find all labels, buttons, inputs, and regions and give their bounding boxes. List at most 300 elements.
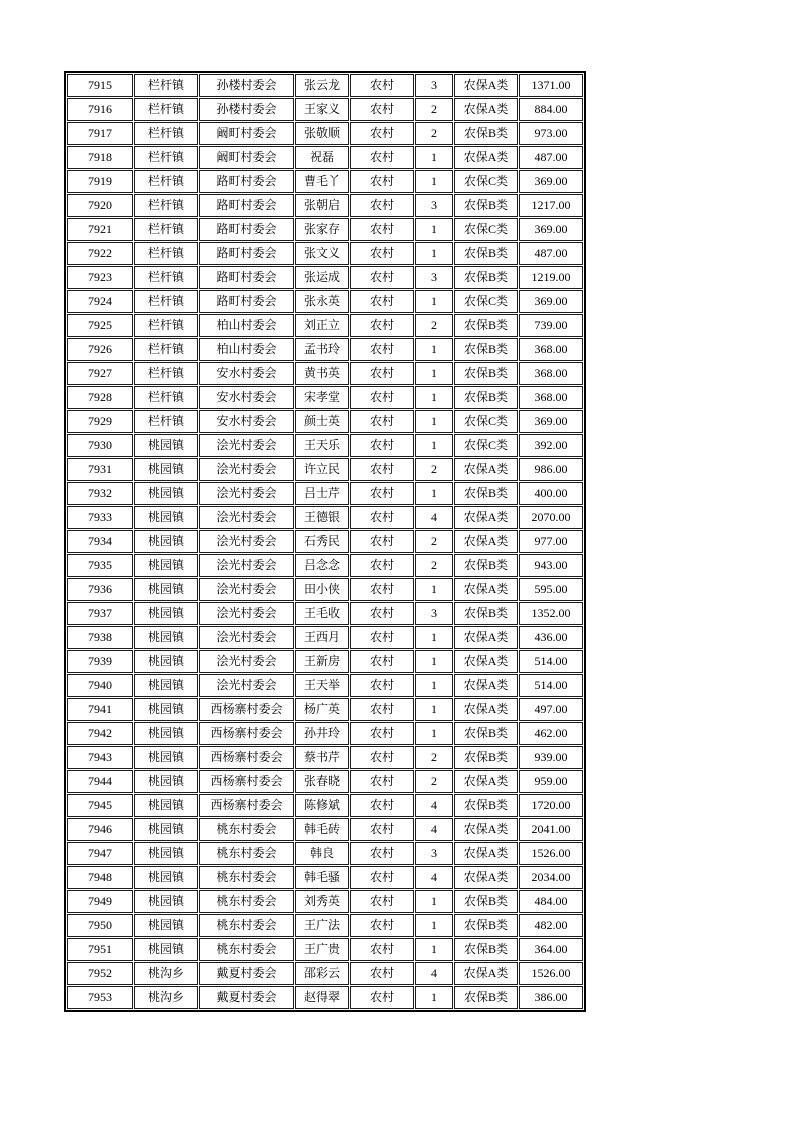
table-cell: 497.00: [519, 698, 583, 721]
table-cell: 张春晓: [295, 770, 349, 793]
table-cell: 农村: [350, 506, 414, 529]
table-cell: 桃园镇: [134, 602, 198, 625]
table-cell: 韩毛砖: [295, 818, 349, 841]
table-cell: 柏山村委会: [199, 314, 294, 337]
table-cell: 栏杆镇: [134, 98, 198, 121]
table-cell: 张云龙: [295, 74, 349, 97]
table-row: [67, 122, 583, 145]
table-cell: 栏杆镇: [134, 338, 198, 361]
table-cell: 1: [415, 386, 453, 409]
table-cell: 4: [415, 962, 453, 985]
table-cell: 939.00: [519, 746, 583, 769]
table-cell: 农村: [350, 458, 414, 481]
table-cell: 2: [415, 770, 453, 793]
table-cell: 农保C类: [454, 218, 518, 241]
table-cell: 王新房: [295, 650, 349, 673]
table-cell: 977.00: [519, 530, 583, 553]
table-cell: 农村: [350, 602, 414, 625]
table-cell: 农村: [350, 866, 414, 889]
table-row: [67, 866, 583, 889]
table-cell: 农村: [350, 722, 414, 745]
table-cell: 2: [415, 98, 453, 121]
table-row: [67, 890, 583, 913]
table-cell: 石秀民: [295, 530, 349, 553]
table-cell: 7952: [67, 962, 133, 985]
table-row: [67, 458, 583, 481]
table-cell: 农保A类: [454, 98, 518, 121]
table-cell: 农保B类: [454, 914, 518, 937]
table-cell: 农保C类: [454, 434, 518, 457]
table-cell: 农村: [350, 218, 414, 241]
table-cell: 农保B类: [454, 794, 518, 817]
table-row: [67, 722, 583, 745]
table-cell: 7938: [67, 626, 133, 649]
table-cell: 桃园镇: [134, 914, 198, 937]
table-cell: 桃园镇: [134, 458, 198, 481]
table-cell: 392.00: [519, 434, 583, 457]
table-cell: 王天乐: [295, 434, 349, 457]
table-cell: 浍光村委会: [199, 674, 294, 697]
table-cell: 农保C类: [454, 410, 518, 433]
table-cell: 368.00: [519, 386, 583, 409]
table-cell: 韩毛骚: [295, 866, 349, 889]
table-cell: 桃园镇: [134, 746, 198, 769]
table-cell: 阚町村委会: [199, 122, 294, 145]
table-cell: 1: [415, 170, 453, 193]
table-cell: 7950: [67, 914, 133, 937]
table-cell: 7949: [67, 890, 133, 913]
table-cell: 1: [415, 578, 453, 601]
table-cell: 农保B类: [454, 386, 518, 409]
table-cell: 栏杆镇: [134, 266, 198, 289]
table-row: [67, 266, 583, 289]
table-cell: 吕念念: [295, 554, 349, 577]
table-cell: 1: [415, 650, 453, 673]
table-cell: 农保B类: [454, 986, 518, 1009]
table-cell: 7926: [67, 338, 133, 361]
table-cell: 农保B类: [454, 338, 518, 361]
table-cell: 739.00: [519, 314, 583, 337]
table-row: [67, 362, 583, 385]
table-cell: 1: [415, 410, 453, 433]
table-cell: 2034.00: [519, 866, 583, 889]
table-cell: 孙井玲: [295, 722, 349, 745]
table-row: [67, 338, 583, 361]
table-cell: 张文义: [295, 242, 349, 265]
table-cell: 浍光村委会: [199, 506, 294, 529]
table-cell: 1: [415, 914, 453, 937]
table-cell: 吕士芹: [295, 482, 349, 505]
table-cell: 农村: [350, 794, 414, 817]
table-cell: 戴夏村委会: [199, 986, 294, 1009]
table-cell: 1: [415, 218, 453, 241]
table-row: [67, 626, 583, 649]
table-cell: 7945: [67, 794, 133, 817]
table-cell: 农村: [350, 986, 414, 1009]
table-cell: 514.00: [519, 650, 583, 673]
table-cell: 2041.00: [519, 818, 583, 841]
table-cell: 西杨寨村委会: [199, 722, 294, 745]
table-cell: 农村: [350, 146, 414, 169]
table-cell: 农村: [350, 650, 414, 673]
table-cell: 1217.00: [519, 194, 583, 217]
table-cell: 农保A类: [454, 578, 518, 601]
table-cell: 943.00: [519, 554, 583, 577]
table-cell: 安水村委会: [199, 386, 294, 409]
table-cell: 农村: [350, 530, 414, 553]
table-row: [67, 98, 583, 121]
table-row: [67, 170, 583, 193]
table-cell: 田小侠: [295, 578, 349, 601]
table-cell: 浍光村委会: [199, 650, 294, 673]
table-row: [67, 842, 583, 865]
table-cell: 1: [415, 146, 453, 169]
table-cell: 栏杆镇: [134, 146, 198, 169]
subsidy-table-body: [67, 74, 583, 1009]
table-cell: 许立民: [295, 458, 349, 481]
table-cell: 农保A类: [454, 698, 518, 721]
table-row: [67, 290, 583, 313]
table-cell: 7939: [67, 650, 133, 673]
table-cell: 7930: [67, 434, 133, 457]
table-cell: 7922: [67, 242, 133, 265]
table-cell: 桃东村委会: [199, 866, 294, 889]
table-cell: 1: [415, 986, 453, 1009]
table-cell: 西杨寨村委会: [199, 794, 294, 817]
table-cell: 1: [415, 338, 453, 361]
table-cell: 7925: [67, 314, 133, 337]
table-cell: 农保B类: [454, 890, 518, 913]
table-cell: 祝磊: [295, 146, 349, 169]
table-cell: 7918: [67, 146, 133, 169]
table-row: [67, 530, 583, 553]
table-cell: 3: [415, 842, 453, 865]
table-cell: 1: [415, 938, 453, 961]
table-cell: 王德银: [295, 506, 349, 529]
table-cell: 农保A类: [454, 626, 518, 649]
table-cell: 1: [415, 722, 453, 745]
table-cell: 487.00: [519, 146, 583, 169]
table-cell: 农村: [350, 770, 414, 793]
table-cell: 484.00: [519, 890, 583, 913]
table-cell: 7935: [67, 554, 133, 577]
table-cell: 孟书玲: [295, 338, 349, 361]
table-cell: 农村: [350, 674, 414, 697]
table-cell: 1371.00: [519, 74, 583, 97]
table-cell: 王西月: [295, 626, 349, 649]
table-cell: 栏杆镇: [134, 218, 198, 241]
table-cell: 7934: [67, 530, 133, 553]
table-cell: 张运成: [295, 266, 349, 289]
table-row: [67, 434, 583, 457]
table-cell: 栏杆镇: [134, 170, 198, 193]
table-cell: 1: [415, 674, 453, 697]
table-cell: 514.00: [519, 674, 583, 697]
table-cell: 农村: [350, 170, 414, 193]
table-cell: 1219.00: [519, 266, 583, 289]
table-cell: 浍光村委会: [199, 554, 294, 577]
table-cell: 栏杆镇: [134, 386, 198, 409]
table-cell: 邵彩云: [295, 962, 349, 985]
table-cell: 4: [415, 506, 453, 529]
table-cell: 368.00: [519, 362, 583, 385]
table-cell: 884.00: [519, 98, 583, 121]
table-row: [67, 578, 583, 601]
table-cell: 桃园镇: [134, 578, 198, 601]
table-cell: 农保A类: [454, 818, 518, 841]
table-cell: 农保A类: [454, 146, 518, 169]
table-cell: 浍光村委会: [199, 626, 294, 649]
table-cell: 农保A类: [454, 842, 518, 865]
table-cell: 农村: [350, 242, 414, 265]
table-cell: 柏山村委会: [199, 338, 294, 361]
table-cell: 农保B类: [454, 746, 518, 769]
table-cell: 桃园镇: [134, 506, 198, 529]
table-cell: 蔡书芹: [295, 746, 349, 769]
table-cell: 986.00: [519, 458, 583, 481]
table-cell: 7932: [67, 482, 133, 505]
table-cell: 桃园镇: [134, 794, 198, 817]
table-cell: 1: [415, 362, 453, 385]
table-cell: 农村: [350, 266, 414, 289]
table-cell: 农村: [350, 914, 414, 937]
table-cell: 张敬顺: [295, 122, 349, 145]
table-cell: 桃东村委会: [199, 842, 294, 865]
table-cell: 路町村委会: [199, 242, 294, 265]
table-cell: 桃园镇: [134, 722, 198, 745]
table-cell: 农保A类: [454, 530, 518, 553]
table-row: [67, 914, 583, 937]
table-cell: 西杨寨村委会: [199, 698, 294, 721]
table-row: [67, 146, 583, 169]
table-cell: 浍光村委会: [199, 458, 294, 481]
table-cell: 农保B类: [454, 482, 518, 505]
table-cell: 1: [415, 290, 453, 313]
table-cell: 农村: [350, 698, 414, 721]
table-row: [67, 386, 583, 409]
table-cell: 3: [415, 74, 453, 97]
table-cell: 农村: [350, 362, 414, 385]
table-row: [67, 410, 583, 433]
table-cell: 农保B类: [454, 242, 518, 265]
table-cell: 农村: [350, 386, 414, 409]
table-cell: 农保B类: [454, 362, 518, 385]
table-cell: 农保B类: [454, 194, 518, 217]
table-cell: 369.00: [519, 410, 583, 433]
table-cell: 桃园镇: [134, 698, 198, 721]
table-cell: 农保A类: [454, 962, 518, 985]
table-cell: 桃园镇: [134, 482, 198, 505]
table-row: [67, 194, 583, 217]
table-cell: 7947: [67, 842, 133, 865]
table-cell: 农保B类: [454, 938, 518, 961]
table-row: [67, 554, 583, 577]
table-cell: 2: [415, 458, 453, 481]
table-cell: 农村: [350, 98, 414, 121]
table-cell: 刘秀英: [295, 890, 349, 913]
table-cell: 黄书英: [295, 362, 349, 385]
table-cell: 路町村委会: [199, 266, 294, 289]
table-cell: 桃园镇: [134, 842, 198, 865]
table-cell: 农保A类: [454, 770, 518, 793]
table-cell: 路町村委会: [199, 170, 294, 193]
table-cell: 7937: [67, 602, 133, 625]
table-cell: 7941: [67, 698, 133, 721]
table-row: [67, 602, 583, 625]
table-cell: 张永英: [295, 290, 349, 313]
table-cell: 7944: [67, 770, 133, 793]
table-cell: 1: [415, 482, 453, 505]
table-cell: 桃园镇: [134, 818, 198, 841]
table-cell: 桃沟乡: [134, 962, 198, 985]
table-cell: 桃园镇: [134, 626, 198, 649]
table-cell: 364.00: [519, 938, 583, 961]
table-cell: 农村: [350, 314, 414, 337]
table-cell: 农保A类: [454, 506, 518, 529]
table-cell: 2: [415, 530, 453, 553]
table-cell: 农村: [350, 122, 414, 145]
table-cell: 农保C类: [454, 170, 518, 193]
table-cell: 7921: [67, 218, 133, 241]
table-cell: 栏杆镇: [134, 362, 198, 385]
table-cell: 颜士英: [295, 410, 349, 433]
table-cell: 农村: [350, 746, 414, 769]
table-row: [67, 242, 583, 265]
table-cell: 王家义: [295, 98, 349, 121]
table-cell: 桃园镇: [134, 770, 198, 793]
table-cell: 戴夏村委会: [199, 962, 294, 985]
table-cell: 桃园镇: [134, 938, 198, 961]
table-cell: 王广贵: [295, 938, 349, 961]
table-cell: 农村: [350, 578, 414, 601]
table-cell: 栏杆镇: [134, 194, 198, 217]
table-cell: 农保B类: [454, 722, 518, 745]
table-cell: 1526.00: [519, 842, 583, 865]
table-cell: 436.00: [519, 626, 583, 649]
table-cell: 农村: [350, 194, 414, 217]
table-cell: 7927: [67, 362, 133, 385]
table-cell: 王毛收: [295, 602, 349, 625]
table-cell: 安水村委会: [199, 410, 294, 433]
table-cell: 1: [415, 626, 453, 649]
table-row: [67, 938, 583, 961]
table-cell: 1526.00: [519, 962, 583, 985]
table-cell: 农保B类: [454, 602, 518, 625]
table-cell: 栏杆镇: [134, 410, 198, 433]
table-cell: 7948: [67, 866, 133, 889]
table-cell: 462.00: [519, 722, 583, 745]
table-cell: 桃东村委会: [199, 914, 294, 937]
table-row: [67, 674, 583, 697]
table-cell: 农村: [350, 410, 414, 433]
table-cell: 浍光村委会: [199, 482, 294, 505]
table-cell: 2: [415, 314, 453, 337]
table-cell: 7953: [67, 986, 133, 1009]
table-cell: 桃东村委会: [199, 818, 294, 841]
table-cell: 2: [415, 746, 453, 769]
table-cell: 张朝启: [295, 194, 349, 217]
table-cell: 农保A类: [454, 866, 518, 889]
table-cell: 7919: [67, 170, 133, 193]
table-cell: 浍光村委会: [199, 530, 294, 553]
table-cell: 杨广英: [295, 698, 349, 721]
table-cell: 路町村委会: [199, 218, 294, 241]
table-cell: 7942: [67, 722, 133, 745]
table-cell: 7951: [67, 938, 133, 961]
table-cell: 农村: [350, 554, 414, 577]
table-cell: 农村: [350, 842, 414, 865]
table-cell: 369.00: [519, 290, 583, 313]
table-cell: 7924: [67, 290, 133, 313]
table-cell: 368.00: [519, 338, 583, 361]
table-cell: 栏杆镇: [134, 122, 198, 145]
table-cell: 7933: [67, 506, 133, 529]
table-cell: 桃园镇: [134, 674, 198, 697]
table-cell: 1: [415, 434, 453, 457]
table-cell: 7920: [67, 194, 133, 217]
table-cell: 路町村委会: [199, 290, 294, 313]
table-cell: 7940: [67, 674, 133, 697]
table-cell: 孙楼村委会: [199, 74, 294, 97]
table-cell: 浍光村委会: [199, 434, 294, 457]
table-cell: 农村: [350, 338, 414, 361]
table-cell: 农保C类: [454, 290, 518, 313]
table-row: [67, 650, 583, 673]
table-cell: 农村: [350, 626, 414, 649]
table-cell: 农保B类: [454, 122, 518, 145]
table-cell: 7936: [67, 578, 133, 601]
table-row: [67, 482, 583, 505]
table-cell: 阚町村委会: [199, 146, 294, 169]
table-cell: 浍光村委会: [199, 578, 294, 601]
table-cell: 桃沟乡: [134, 986, 198, 1009]
table-cell: 桃园镇: [134, 890, 198, 913]
subsidy-table: [64, 71, 586, 1012]
table-cell: 孙楼村委会: [199, 98, 294, 121]
table-cell: 3: [415, 602, 453, 625]
table-cell: 西杨寨村委会: [199, 770, 294, 793]
table-cell: 7915: [67, 74, 133, 97]
table-row: [67, 218, 583, 241]
table-cell: 农村: [350, 74, 414, 97]
table-cell: 487.00: [519, 242, 583, 265]
table-cell: 桃园镇: [134, 650, 198, 673]
table-cell: 595.00: [519, 578, 583, 601]
table-cell: 路町村委会: [199, 194, 294, 217]
table-cell: 1: [415, 698, 453, 721]
table-cell: 农保A类: [454, 458, 518, 481]
table-cell: 7931: [67, 458, 133, 481]
table-container: [64, 71, 586, 1012]
table-cell: 7929: [67, 410, 133, 433]
table-cell: 386.00: [519, 986, 583, 1009]
table-cell: 1: [415, 242, 453, 265]
table-cell: 赵得翠: [295, 986, 349, 1009]
table-row: [67, 962, 583, 985]
table-row: [67, 986, 583, 1009]
table-cell: 桃园镇: [134, 866, 198, 889]
table-cell: 农村: [350, 962, 414, 985]
table-cell: 西杨寨村委会: [199, 746, 294, 769]
table-cell: 安水村委会: [199, 362, 294, 385]
table-row: [67, 698, 583, 721]
table-cell: 1: [415, 890, 453, 913]
table-row: [67, 746, 583, 769]
table-cell: 张家存: [295, 218, 349, 241]
table-cell: 369.00: [519, 170, 583, 193]
table-cell: 农村: [350, 818, 414, 841]
table-cell: 7916: [67, 98, 133, 121]
